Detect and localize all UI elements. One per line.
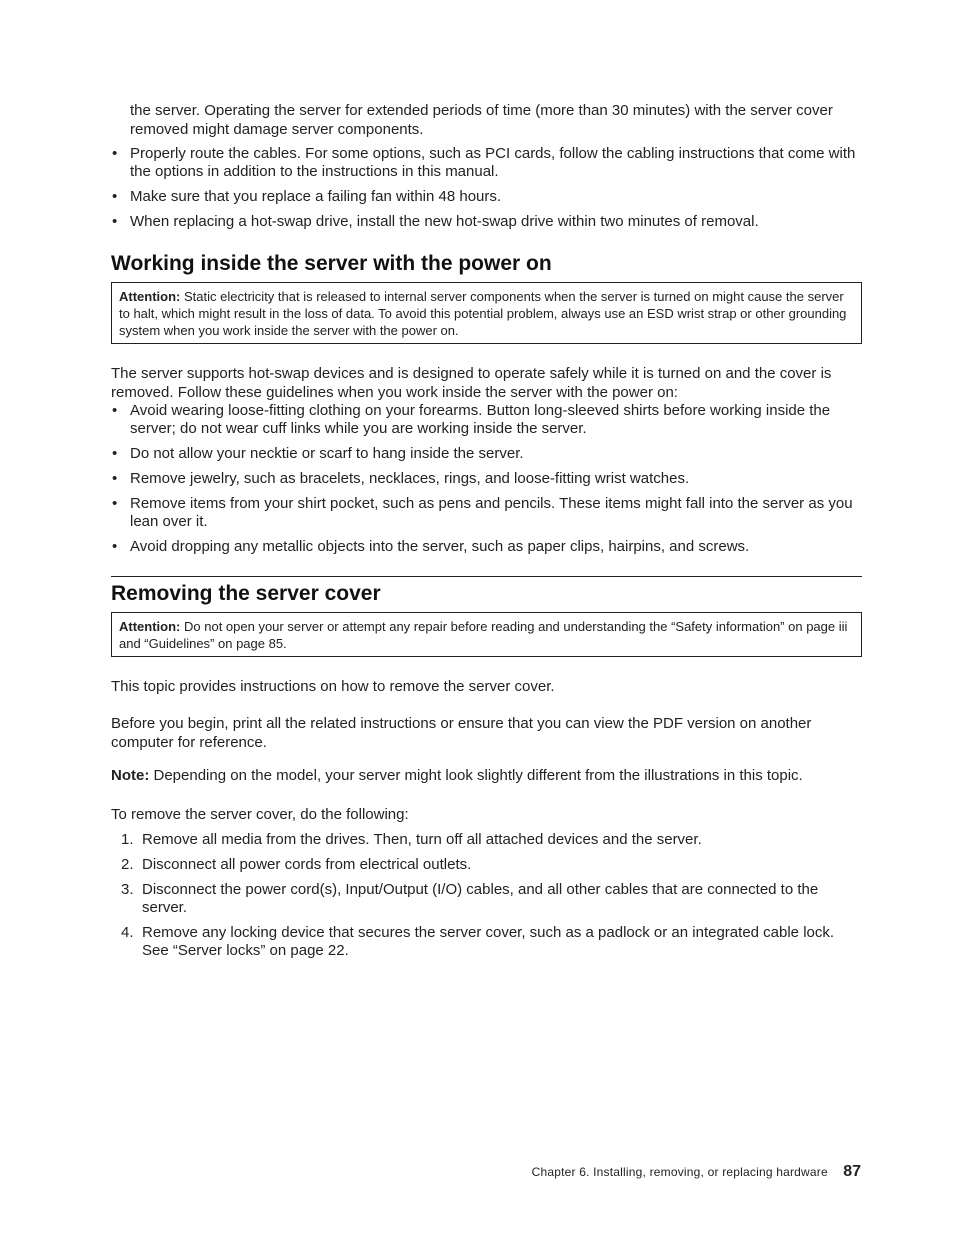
step-number: 1. bbox=[121, 831, 134, 848]
attention-box bbox=[111, 612, 862, 657]
list-item: • Avoid wearing loose-fitting clothing on your forearms. Button long-sleeved shirts before working inside the server; do not wear cuff links while you are working inside the server. bbox=[111, 402, 862, 438]
step-number: 4. bbox=[121, 924, 134, 941]
steps-intro: To remove the server cover, do the following: bbox=[111, 806, 409, 823]
attention-label: Attention: bbox=[119, 619, 181, 634]
section-heading-removing-cover: Removing the server cover bbox=[111, 576, 862, 607]
list-item: • Make sure that you replace a failing fan within 48 hours. bbox=[111, 188, 862, 206]
list-item: • Remove jewelry, such as bracelets, necklaces, rings, and loose-fitting wrist watches. bbox=[111, 470, 862, 488]
page-content bbox=[111, 101, 862, 967]
attention-text: Do not open your server or attempt any repair before reading and understanding the “Safety information” on page iii and “Guidelines” on page 85. bbox=[119, 619, 848, 651]
step-number: 2. bbox=[121, 856, 134, 873]
list-item: • Properly route the cables. For some options, such as PCI cards, follow the cabling instructions that come with the options in addition to the instructions in this manual. bbox=[111, 145, 862, 181]
continuation-text: the server. Operating the server for extended periods of time (more than 30 minutes) with the server cover removed might damage server components. bbox=[130, 102, 833, 138]
steps-list bbox=[111, 831, 862, 960]
list-item: • When replacing a hot-swap drive, install the new hot-swap drive within two minutes of removal. bbox=[111, 213, 862, 231]
guidelines-bullet-list bbox=[111, 402, 862, 556]
attention-text: Static electricity that is released to internal server components when the server is turned on might cause the server to halt, which might result in the loss of data. To avoid this potential problem, always use an ESD wrist strap or other grounding system when you work inside the server with the power on. bbox=[119, 289, 847, 338]
list-item: • Avoid dropping any metallic objects into the server, such as paper clips, hairpins, and screws. bbox=[111, 538, 862, 556]
step-text: Disconnect the power cord(s), Input/Output (I/O) cables, and all other cables that are connected to the server. bbox=[142, 881, 819, 916]
step-number: 3. bbox=[121, 881, 134, 898]
attention-label: Attention: bbox=[119, 289, 181, 304]
step-text: Remove all media from the drives. Then, turn off all attached devices and the server. bbox=[142, 831, 702, 848]
step-item bbox=[111, 881, 862, 917]
intro-bullet-list bbox=[111, 145, 862, 231]
step-item bbox=[111, 856, 862, 874]
list-item: • Do not allow your necktie or scarf to hang inside the server. bbox=[111, 445, 862, 463]
topic-paragraph: This topic provides instructions on how to remove the server cover. bbox=[111, 678, 555, 695]
section-heading-working-inside: Working inside the server with the power on bbox=[111, 252, 552, 275]
step-text: Remove any locking device that secures the server cover, such as a padlock or an integrated cable lock. See “Server locks” on page 22. bbox=[142, 924, 835, 959]
page-footer bbox=[532, 1163, 861, 1181]
list-item: • Remove items from your shirt pocket, such as pens and pencils. These items might fall into the server as you lean over it. bbox=[111, 495, 862, 531]
note-label: Note: bbox=[111, 767, 150, 784]
note-paragraph bbox=[111, 766, 862, 785]
step-item bbox=[111, 831, 862, 849]
step-item bbox=[111, 924, 862, 960]
before-you-begin-paragraph: Before you begin, print all the related instructions or ensure that you can view the PDF version on another computer for reference. bbox=[111, 715, 812, 751]
footer-chapter-title: Chapter 6. Installing, removing, or replacing hardware bbox=[531, 1165, 828, 1179]
step-text: Disconnect all power cords from electrical outlets. bbox=[142, 856, 472, 873]
body-paragraph: The server supports hot-swap devices and is designed to operate safely while it is turned on and the cover is removed. Follow these guidelines when you work inside the server with the power on: bbox=[111, 365, 832, 401]
note-text: Depending on the model, your server might look slightly different from the illustrations in this topic. bbox=[153, 767, 803, 784]
page-number: 87 bbox=[843, 1163, 861, 1180]
attention-box bbox=[111, 282, 862, 344]
